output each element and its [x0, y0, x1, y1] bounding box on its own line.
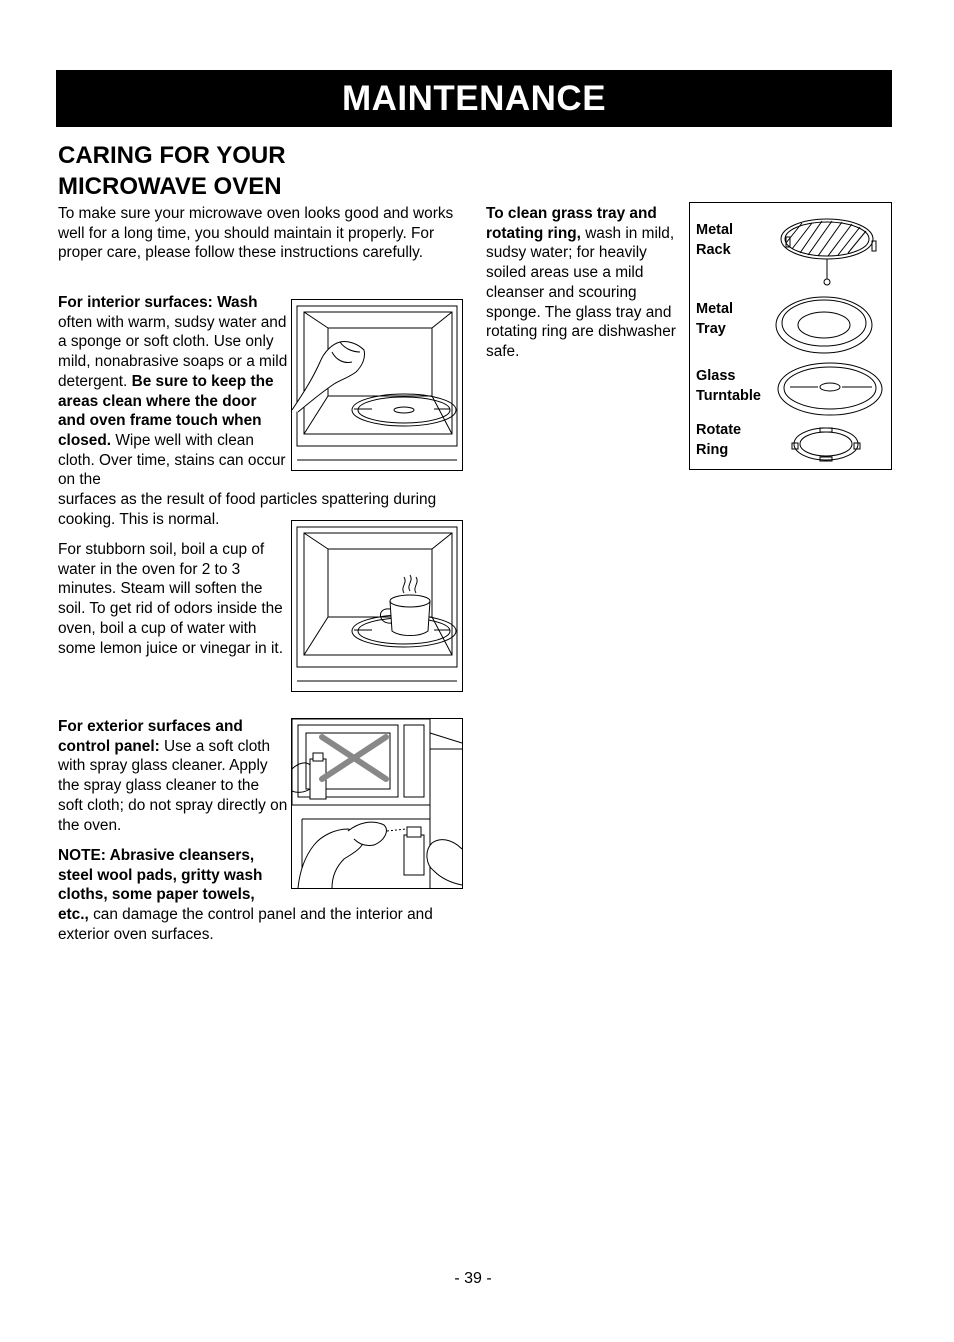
note-text: can damage the control panel and the interior and exterior oven surfaces. [58, 906, 433, 943]
interior-text1: often with warm, sudsy water and a sponge or soft cloth. Use only mild, nonabrasive soaps or a mild detergent. [58, 313, 288, 390]
section-heading-line2: MICROWAVE OVEN [58, 173, 282, 200]
section-heading-line1: CARING FOR YOUR [58, 142, 286, 169]
page-header-banner [56, 70, 892, 127]
rotate-ring-icon [792, 428, 860, 461]
exterior-paragraph [58, 717, 288, 835]
interior-bold: Be sure to keep the areas clean where the door and oven frame touch when closed. [58, 372, 274, 449]
glass-turntable-icon [778, 363, 882, 415]
part-label-rotate-ring: Rotate Ring [696, 422, 742, 458]
note-paragraph-cont [58, 905, 468, 944]
note-bold-etc: etc., [58, 906, 89, 923]
boil-water-illustration [291, 520, 463, 692]
tray-paragraph [486, 204, 691, 362]
tray-lead: To clean grass tray and rotating ring, [486, 205, 657, 242]
interior-paragraph-cont: surfaces as the result of food particles spattering during cooking. This is normal. [58, 491, 437, 528]
part-label-metal-rack: Metal Rack [696, 222, 734, 258]
interior-lead: For interior surfaces: Wash [58, 294, 258, 311]
part-label-metal-tray: Metal Tray [696, 301, 734, 337]
note-paragraph [58, 846, 288, 905]
exterior-lead: For exterior surfaces and control panel: [58, 718, 243, 755]
page-title: MAINTENANCE [341, 78, 607, 118]
stubborn-soil-paragraph: For stubborn soil, boil a cup of water in the oven for 2 to 3 minutes. Steam will soften the soil. To get rid of odors inside the oven, boil a cup of water with some lemon juice or vinegar in it. [58, 541, 283, 657]
exterior-text: Use a soft cloth with spray glass cleaner. Apply the spray glass cleaner to the soft cloth; do not spray directly on the oven. [58, 737, 288, 834]
metal-rack-icon [781, 219, 876, 285]
interior-text2: Wipe well with clean cloth. Over time, stains can occur on the [58, 431, 286, 489]
page-number: - 39 - [454, 1270, 492, 1287]
parts-diagram [689, 202, 892, 470]
exterior-cleaning-illustration [291, 718, 463, 889]
metal-tray-icon [776, 297, 872, 353]
intro-paragraph: To make sure your microwave oven looks good and works well for a long time, you should maintain it properly. For proper care, please follow these instructions carefully. [58, 205, 454, 262]
section-heading [58, 140, 358, 202]
note-bold: NOTE: Abrasive cleansers, steel wool pads, gritty wash cloths, some paper towels, [58, 847, 263, 904]
part-label-glass-turntable: Glass Turntable [696, 368, 761, 404]
tray-text: wash in mild, sudsy water; for heavily soiled areas use a mild cleanser and scouring sponge. The glass tray and rotating ring are dishwasher safe. [486, 224, 676, 360]
interior-paragraph [58, 293, 288, 490]
wipe-interior-illustration [291, 299, 463, 471]
parts-illustrations [772, 209, 890, 465]
